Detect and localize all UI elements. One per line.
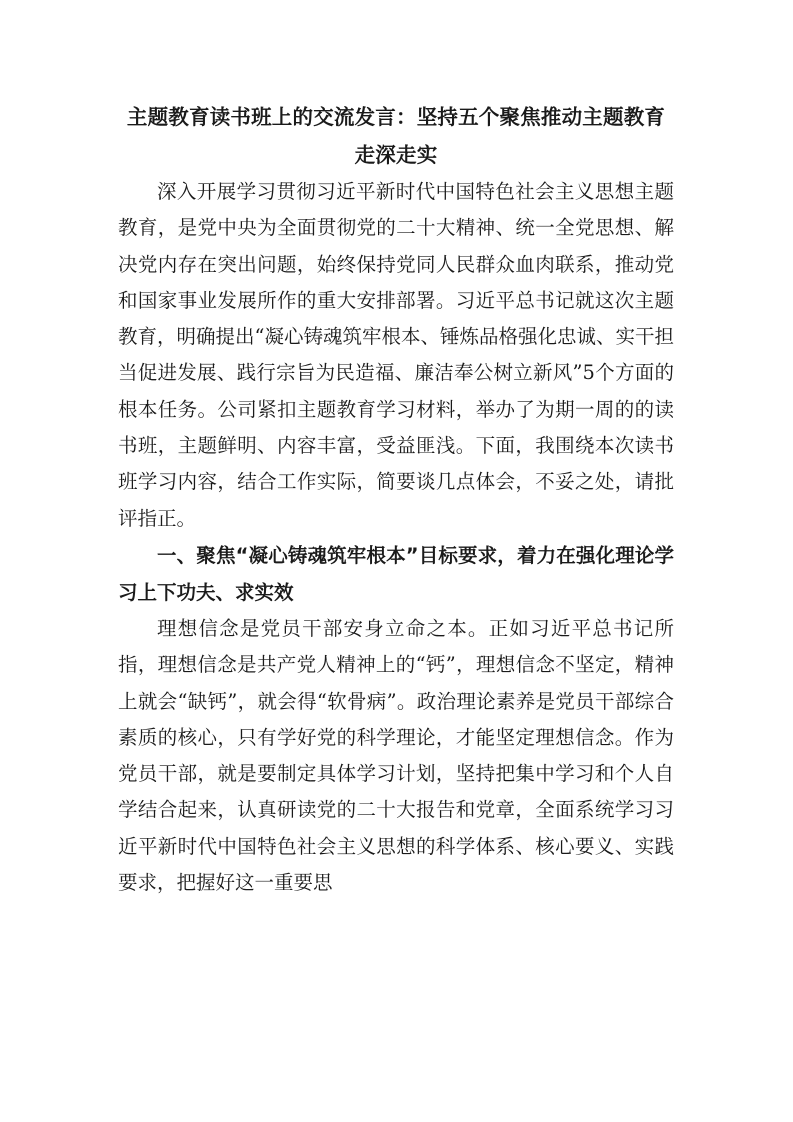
document-body xyxy=(118,98,674,901)
document-title xyxy=(118,98,674,174)
document-title-line-2: 走深走实 xyxy=(354,143,438,167)
intro-paragraph: 深入开展学习贯彻习近平新时代中国特色社会主义思想主题教育，是党中央为全面贯彻党的二十大精神、统一全党思想、解决党内存在突出问题，始终保持党同人民群众血肉联系，推动党和国家事业发展所作的重大安排部署。习近平总书记就这次主题教育，明确提出“凝心铸魂筑牢根本、锤炼品格强化忠诚、实干担当促进发展、践行宗旨为民造福、廉洁奉公树立新风”5个方面的根本任务。公司紧扣主题教育学习材料，举办了为期一周的的读书班，主题鲜明、内容丰富，受益匪浅。下面，我围绕本次读书班学习内容，结合工作实际，简要谈几点体会，不妥之处，请批评指正。 xyxy=(118,180,674,530)
section-1-paragraph: 理想信念是党员干部安身立命之本。正如习近平总书记所指，理想信念是共产党人精神上的“钙”，理想信念不坚定，精神上就会“缺钙”，就会得“软骨病”。政治理论素养是党员干部综合素质的核心，只有学好党的科学理论，才能坚定理想信念。作为党员干部，就是要制定具体学习计划，坚持把集中学习和个人自学结合起来，认真研读党的二十大报告和党章，全面系统学习习近平新时代中国特色社会主义思想的科学体系、核心要义、实践要求，把握好这一重要思 xyxy=(118,616,674,895)
document-title-line-1: 主题教育读书班上的交流发言：坚持五个聚焦推动主题教育 xyxy=(126,105,666,129)
section-1-heading: 一、聚焦“凝心铸魂筑牢根本”目标要求，着力在强化理论学习上下功夫、求实效 xyxy=(118,543,674,604)
